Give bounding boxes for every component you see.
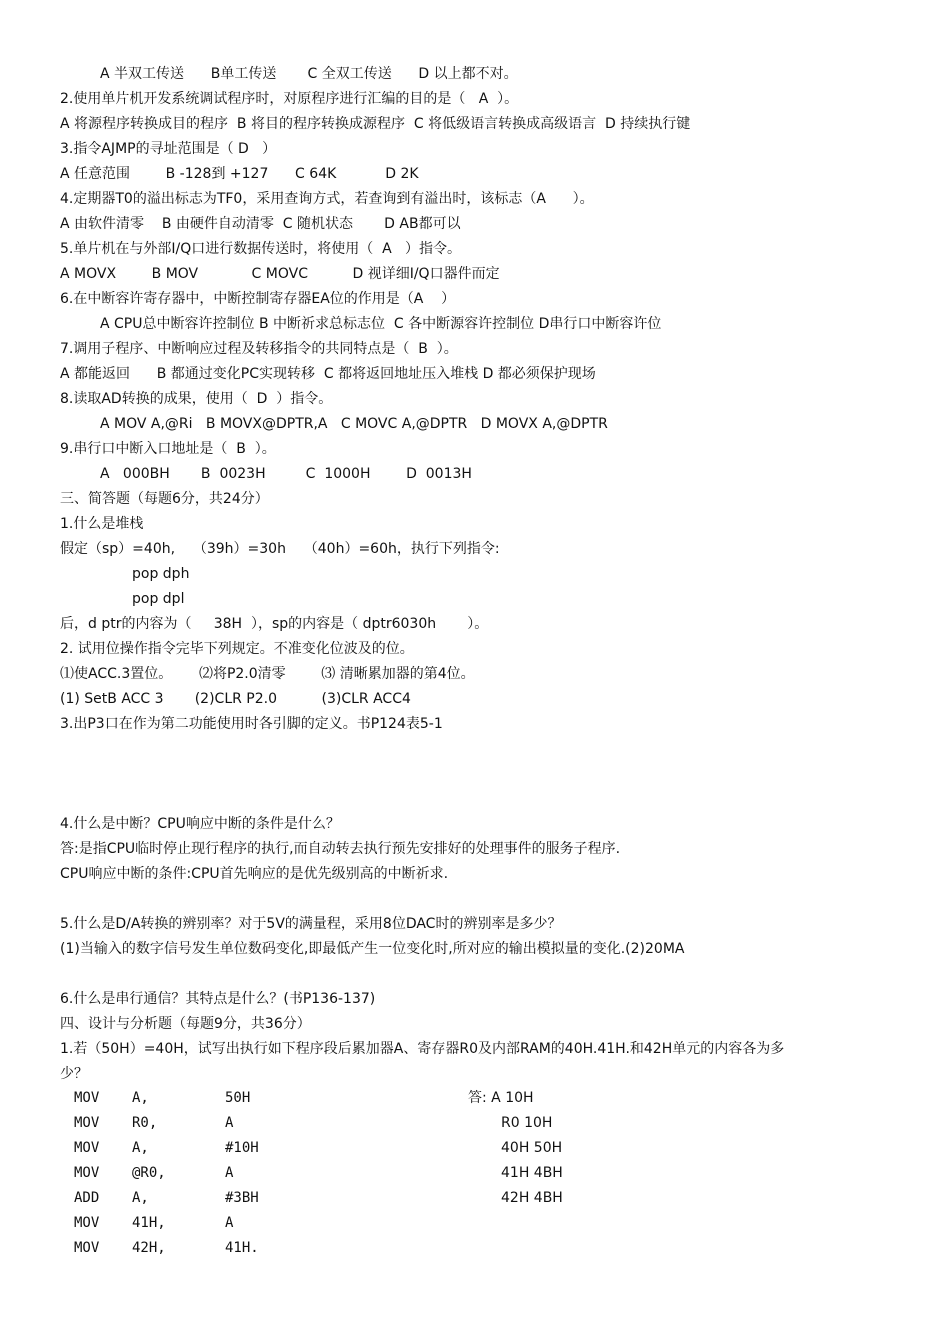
program-arg1: 42H, xyxy=(132,1240,166,1256)
d1-answer: 42H 4BH xyxy=(501,1190,563,1206)
program-arg1: A, xyxy=(132,1090,149,1106)
program-arg2: A xyxy=(225,1115,234,1131)
program-arg2: #10H xyxy=(225,1140,259,1156)
d1-question-cont: 少？ xyxy=(60,1066,88,1082)
sa5-question: 5.什么是D/A转换的辨别率？对于5V的满量程，采用8位DAC时的辨别率是多少？ xyxy=(60,916,562,932)
sa6-question: 6.什么是串行通信？其特点是什么？(书P136-137) xyxy=(60,991,376,1007)
q6-options: A CPU总中断容许控制位 B 中断祈求总标志位 C 各中断源容许控制位 D串行口中断容许位 xyxy=(100,316,662,332)
q7-options: A 都能返回 B 都通过变化PC实现转移 C 都将返回地址压入堆栈 D 都必须保护现场 xyxy=(60,366,596,382)
program-arg1: R0, xyxy=(132,1115,158,1131)
sa1-given: 假定（sp）=40h, （39h）=30h （40h）=60h，执行下列指令: xyxy=(60,541,500,557)
q8-question: 8.读取AD转换的成果，使用（ D ）指令。 xyxy=(60,391,333,407)
q9-question: 9.串行口中断入口地址是（ B ）。 xyxy=(60,441,276,457)
program-arg1: A, xyxy=(132,1140,149,1156)
program-arg2: 50H xyxy=(225,1090,251,1106)
d1-answer: 41H 4BH xyxy=(501,1165,563,1181)
q5-question: 5.单片机在与外部I/Q口进行数据传送时，将使用（ A ）指令。 xyxy=(60,241,462,257)
section-heading-short-answer: 三、简答题（每题6分，共24分） xyxy=(60,491,269,507)
d1-answer: 40H 50H xyxy=(501,1140,563,1156)
q2-options: A 将源程序转换成目的程序 B 将目的程序转换成源程序 C 将低级语言转换成高级语言 D 持续执行键 xyxy=(60,116,691,132)
program-op: MOV xyxy=(74,1140,100,1156)
q1-options: A 半双工传送 B单工传送 C 全双工传送 D 以上都不对。 xyxy=(100,66,518,82)
sa1-question: 1.什么是堆栈 xyxy=(60,516,144,532)
sa2-answer: (1) SetB ACC 3 (2)CLR P2.0 (3)CLR ACC4 xyxy=(60,691,411,707)
program-arg2: A xyxy=(225,1215,234,1231)
sa1-instruction-2: pop dpl xyxy=(132,591,185,607)
q9-options: A 000BH B 0023H C 1000H D 0013H xyxy=(100,466,472,482)
sa2-items: ⑴使ACC.3置位。 ⑵将P2.0清零 ⑶ 清晰累加器的第4位。 xyxy=(60,666,475,682)
sa1-instruction-1: pop dph xyxy=(132,566,190,582)
program-arg1: @R0, xyxy=(132,1165,166,1181)
program-arg1: 41H, xyxy=(132,1215,166,1231)
q6-question: 6.在中断容许寄存器中，中断控制寄存器EA位的作用是（A ） xyxy=(60,291,456,307)
q4-question: 4.定期器T0的溢出标志为TF0，采用查询方式，若查询到有溢出时，该标志（A ）。 xyxy=(60,191,594,207)
program-op: MOV xyxy=(74,1090,100,1106)
d1-answer: R0 10H xyxy=(501,1115,553,1131)
section-heading-design: 四、设计与分析题（每题9分，共36分） xyxy=(60,1016,311,1032)
program-op: MOV xyxy=(74,1115,100,1131)
sa4-answer-1: 答:是指CPU临时停止现行程序的执行,而自动转去执行预先安排好的处理事件的服务子程序. xyxy=(60,841,621,857)
q7-question: 7.调用子程序、中断响应过程及转移指令的共同特点是（ B ）。 xyxy=(60,341,458,357)
program-op: MOV xyxy=(74,1215,100,1231)
program-op: MOV xyxy=(74,1240,100,1256)
sa5-answer: (1)当输入的数字信号发生单位数码变化,即最低产生一位变化时,所对应的输出模拟量的变化.(2)20MA xyxy=(60,941,685,957)
program-arg1: A, xyxy=(132,1190,149,1206)
q2-question: 2.使用单片机开发系统调试程序时，对原程序进行汇编的目的是（ A ）。 xyxy=(60,91,519,107)
program-arg2: #3BH xyxy=(225,1190,259,1206)
sa4-answer-2: CPU响应中断的条件:CPU首先响应的是优先级别高的中断祈求. xyxy=(60,866,449,882)
sa4-question: 4.什么是中断？CPU响应中断的条件是什么？ xyxy=(60,816,340,832)
sa2-question: 2. 试用位操作指令完毕下列规定。不准变化位波及的位。 xyxy=(60,641,414,657)
program-op: MOV xyxy=(74,1165,100,1181)
q3-question: 3.指令AJMP的寻址范围是（ D ） xyxy=(60,141,277,157)
program-arg2: A xyxy=(225,1165,234,1181)
program-arg2: 41H. xyxy=(225,1240,259,1256)
q5-options: A MOVX B MOV C MOVC D 视详细I/Q口器件而定 xyxy=(60,266,500,282)
q4-options: A 由软件清零 B 由硬件自动清零 C 随机状态 D AB都可以 xyxy=(60,216,461,232)
d1-question: 1.若（50H）=40H，试写出执行如下程序段后累加器A、寄存器R0及内部RAM的40H.41H.和42H单元的内容各为多 xyxy=(60,1041,785,1057)
sa1-answer: 后，d ptr的内容为（ 38H ），sp的内容是（ dptr6030h ）。 xyxy=(60,616,489,632)
program-op: ADD xyxy=(74,1190,100,1206)
q3-options: A 任意范围 B -128到 +127 C 64K D 2K xyxy=(60,166,419,182)
sa3-question: 3.出P3口在作为第二功能使用时各引脚的定义。书P124表5-1 xyxy=(60,716,443,732)
q8-options: A MOV A,@Ri B MOVX@DPTR,A C MOVC A,@DPTR D MOVX A,@DPTR xyxy=(100,416,608,432)
d1-answer: 答: A 10H xyxy=(468,1090,534,1106)
